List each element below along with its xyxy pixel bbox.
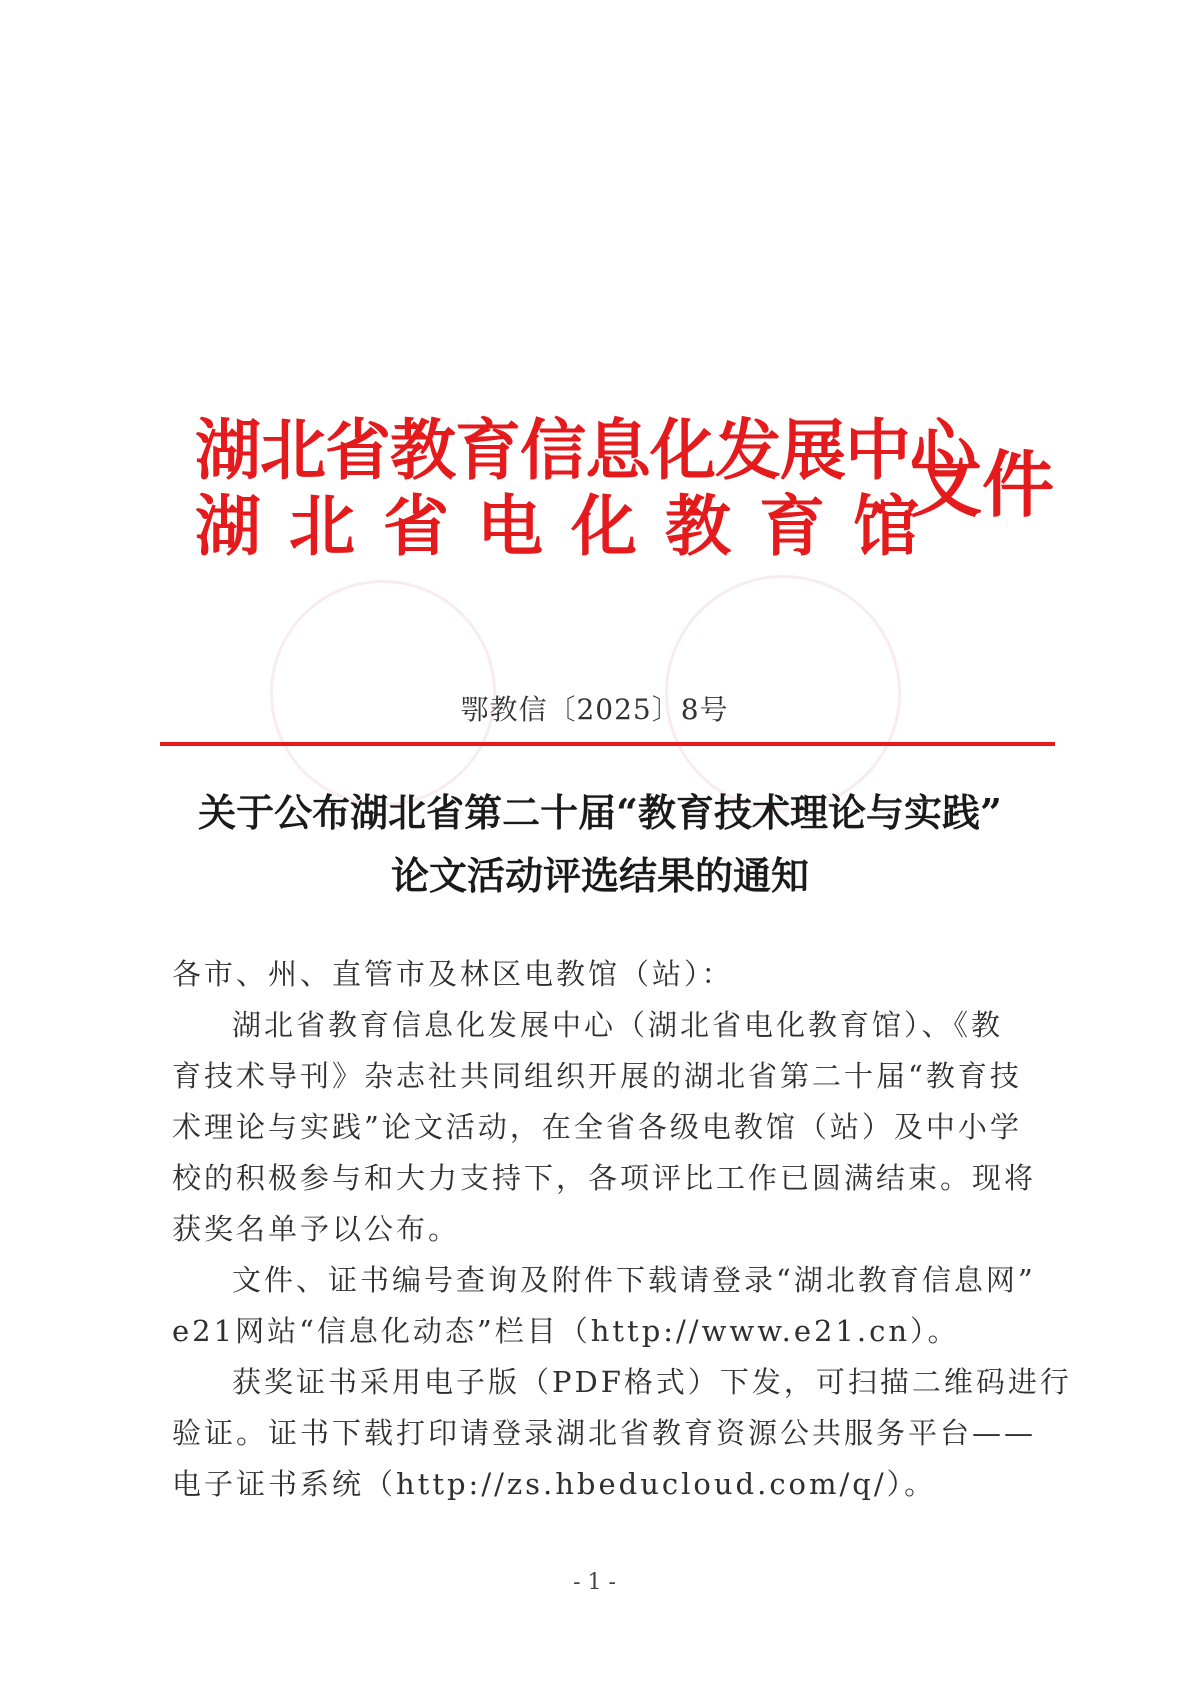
body-line: 文件、证书编号查询及附件下载请登录“湖北教育信息网” xyxy=(232,1263,1036,1297)
issuer-name-2: 湖北省电化教育馆 xyxy=(195,488,947,565)
document-type-label: 文件 xyxy=(910,443,1055,527)
body-line: e21网站“信息化动态”栏目（http://www.e21.cn）。 xyxy=(172,1314,960,1348)
body-line: 育技术导刊》杂志社共同组织开展的湖北省第二十届“教育技 xyxy=(172,1059,1022,1093)
notice-title-line-1: 关于公布湖北省第二十届“教育技术理论与实践” xyxy=(198,790,1002,835)
notice-title-line-2: 论文活动评选结果的通知 xyxy=(390,853,809,898)
body-line: 电子证书系统（http://zs.hbeducloud.com/q/）。 xyxy=(172,1467,937,1501)
body-line: 校的积极参与和大力支持下，各项评比工作已圆满结束。现将 xyxy=(172,1161,1037,1195)
red-divider-rule xyxy=(160,742,1055,746)
body-line: 术理论与实践”论文活动，在全省各级电教馆（站）及中小学 xyxy=(172,1110,1022,1144)
body-line: 获奖名单予以公布。 xyxy=(172,1212,461,1246)
document-header xyxy=(195,412,1055,570)
salutation: 各市、州、直管市及林区电教馆（站）： xyxy=(172,957,734,991)
body-line: 获奖证书采用电子版（PDF格式）下发，可扫描二维码进行 xyxy=(232,1365,1072,1399)
body-line: 湖北省教育信息化发展中心（湖北省电化教育馆）、《教 xyxy=(232,1008,1004,1042)
body-line: 验证。证书下载打印请登录湖北省教育资源公共服务平台—— xyxy=(172,1416,1037,1450)
page-number: - 1 - xyxy=(573,1570,616,1595)
document-number: 鄂教信〔2025〕8号 xyxy=(460,693,729,726)
issuer-name-1: 湖北省教育信息化发展中心 xyxy=(195,412,975,489)
